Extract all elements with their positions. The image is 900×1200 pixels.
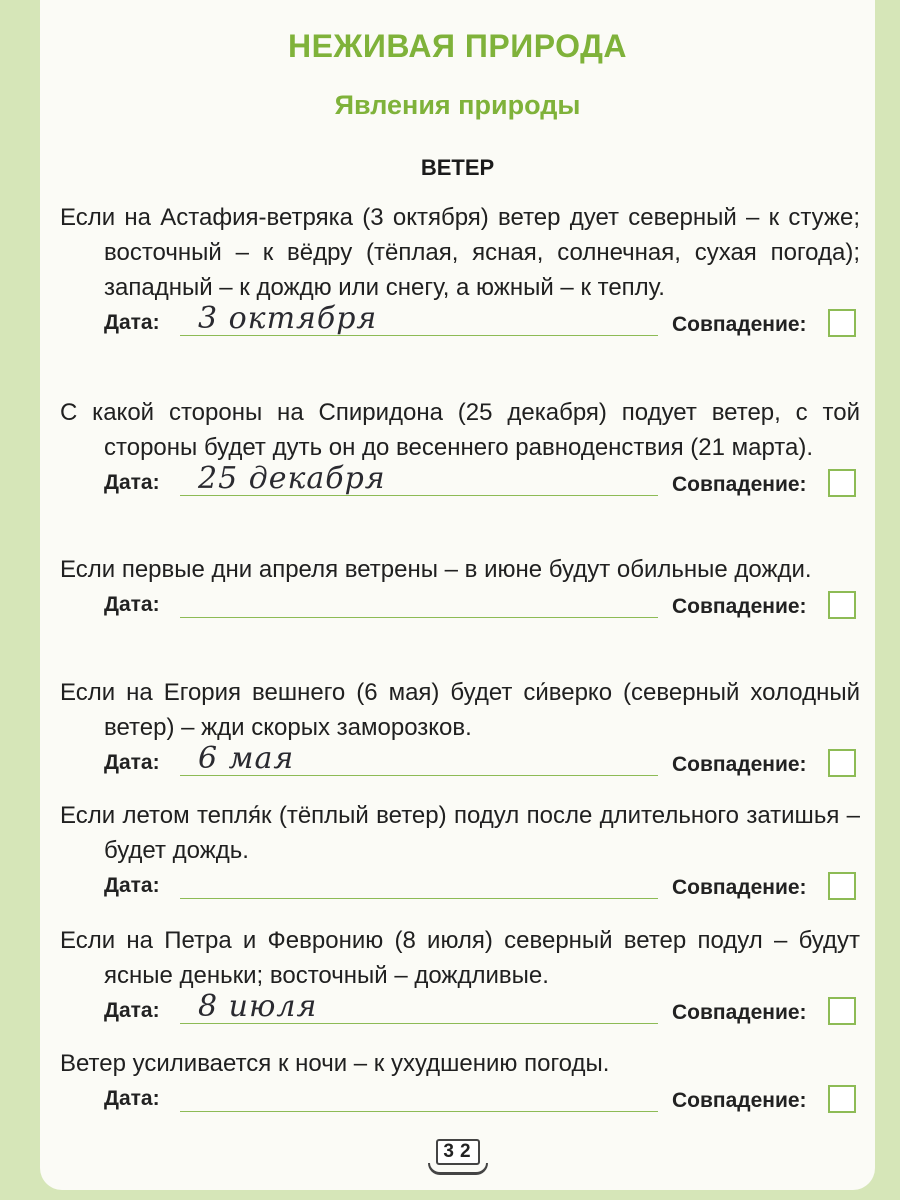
sign-item [60, 798, 860, 904]
book-icon [428, 1163, 488, 1175]
date-label: Дата: [104, 751, 160, 774]
sign-item [60, 675, 860, 781]
handwritten-date: 3 октября [198, 301, 378, 336]
answer-row [60, 741, 860, 781]
answer-row [60, 989, 860, 1029]
sign-text: Если на Астафия-ветряка (3 октября) ветер дует северный – к стуже; восточный – к вёдру (тёплая, ясная, солнечная, сухая погода); западный – к дождю или снегу, а южный – к теплу. [60, 204, 860, 301]
match-checkbox[interactable] [828, 309, 856, 337]
match-label: Совпадение: [672, 313, 807, 336]
answer-row [60, 301, 860, 341]
sign-item [60, 923, 860, 1029]
answer-row [60, 1083, 860, 1117]
sign-text: Если первые дни апреля ветрены – в июне будут обильные дожди. [60, 556, 812, 583]
sign-text: Если на Егория вешнего (6 мая) будет си́верко (северный холодный ветер) – жди скорых заморозков. [60, 679, 860, 741]
handwritten-date: 6 мая [198, 741, 295, 776]
match-checkbox[interactable] [828, 749, 856, 777]
match-checkbox[interactable] [828, 872, 856, 900]
date-label: Дата: [104, 593, 160, 616]
date-label: Дата: [104, 1087, 160, 1110]
workbook-page [40, 0, 875, 1190]
match-label: Совпадение: [672, 473, 807, 496]
match-checkbox[interactable] [828, 1085, 856, 1113]
sign-text: Ветер усиливается к ночи – к ухудшению погоды. [60, 1050, 610, 1077]
match-label: Совпадение: [672, 753, 807, 776]
sign-text: Если летом тепля́к (тёплый ветер) подул после длительного затишья – будет дождь. [60, 802, 860, 864]
match-label: Совпадение: [672, 595, 807, 618]
date-input-line[interactable] [180, 898, 658, 899]
handwritten-date: 25 декабря [198, 461, 386, 496]
section-title: НЕЖИВАЯ ПРИРОДА [287, 28, 628, 64]
page-number-text: 32 [436, 1139, 480, 1165]
topic-title: ВЕТЕР [420, 155, 495, 180]
sign-text: С какой стороны на Спиридона (25 декабря) подует ветер, с той стороны будет дуть он до весеннего равноденствия (21 марта). [60, 399, 860, 461]
date-label: Дата: [104, 874, 160, 897]
match-label: Совпадение: [672, 876, 807, 899]
date-label: Дата: [104, 311, 160, 334]
sign-text: Если на Петра и Февронию (8 июля) северный ветер подул – будут ясные деньки; восточный – дождливые. [60, 927, 860, 989]
match-checkbox[interactable] [828, 469, 856, 497]
answer-row [60, 461, 860, 501]
sign-item [60, 200, 860, 341]
date-input-line[interactable] [180, 1111, 658, 1112]
sign-item [60, 395, 860, 501]
sign-item [60, 1046, 860, 1117]
answer-row [60, 870, 860, 904]
answer-row [60, 589, 860, 623]
match-checkbox[interactable] [828, 591, 856, 619]
date-input-line[interactable] [180, 617, 658, 618]
match-label: Совпадение: [672, 1001, 807, 1024]
page-number [428, 1135, 488, 1175]
sign-item [60, 552, 860, 623]
match-checkbox[interactable] [828, 997, 856, 1025]
handwritten-date: 8 июля [198, 989, 318, 1024]
match-label: Совпадение: [672, 1089, 807, 1112]
date-label: Дата: [104, 999, 160, 1022]
date-label: Дата: [104, 471, 160, 494]
subsection-title: Явления природы [334, 90, 581, 120]
